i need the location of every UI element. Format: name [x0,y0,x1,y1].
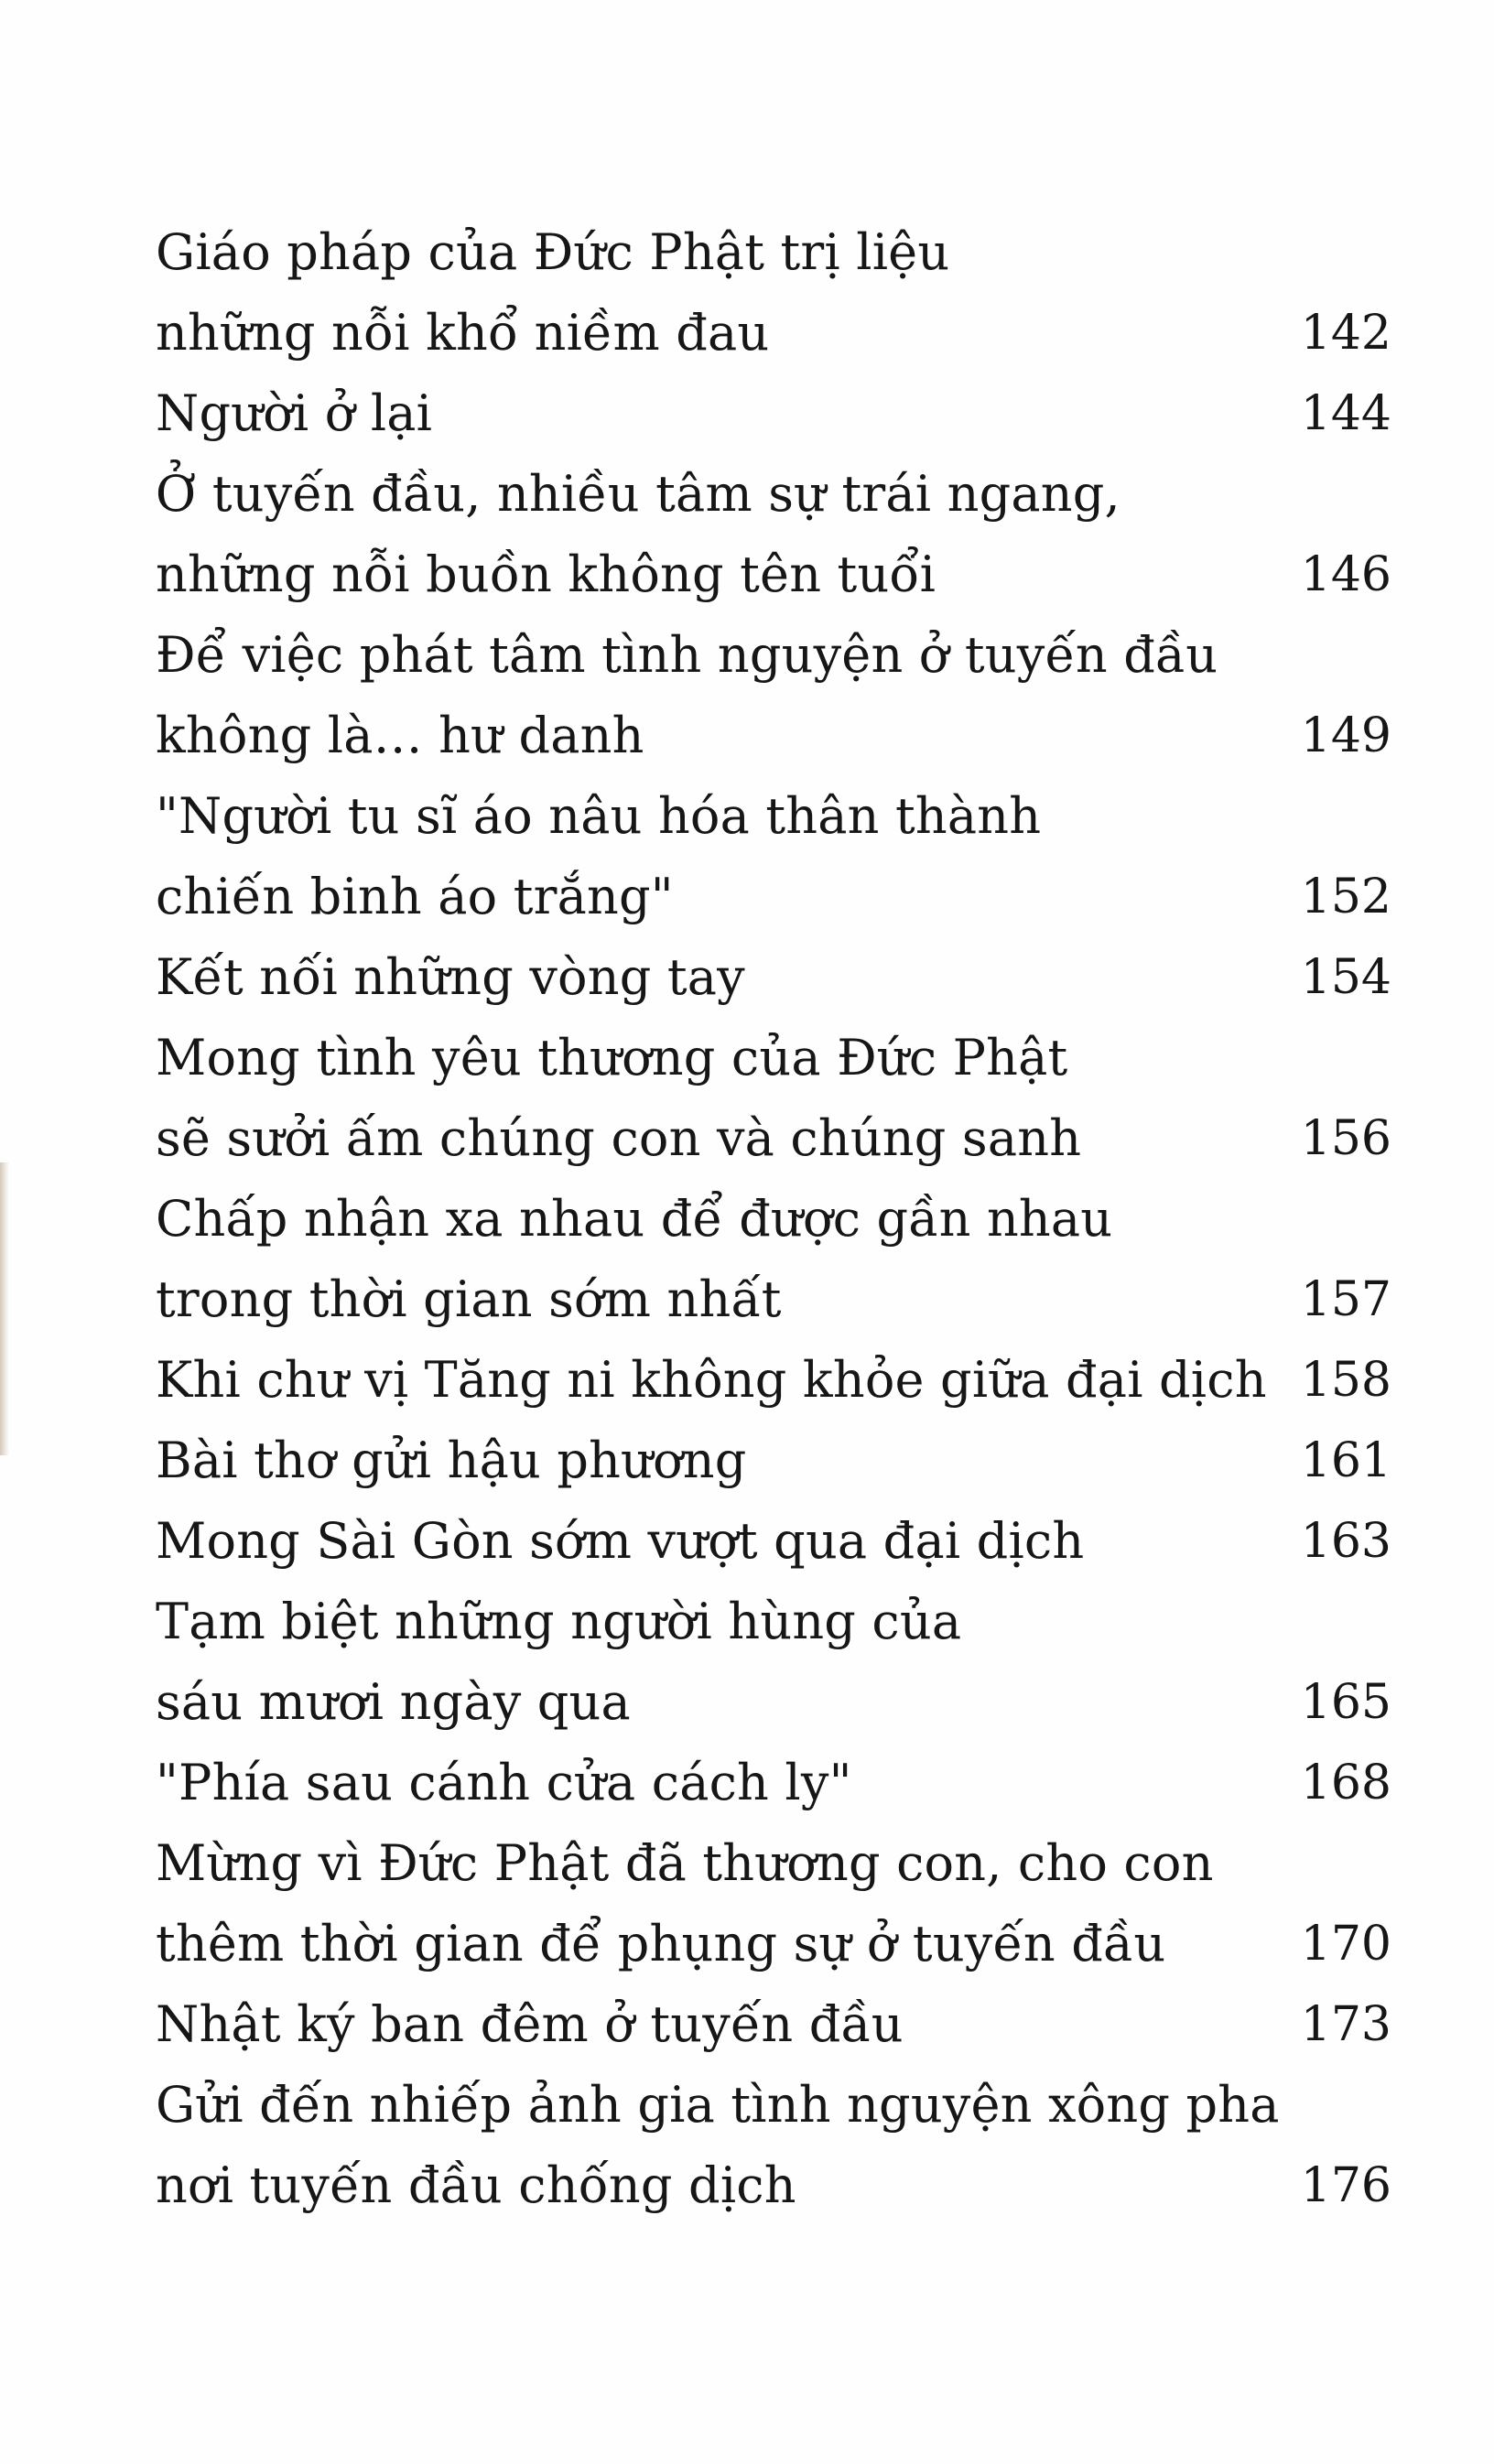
toc-entry-page-number: 157 [1300,1272,1391,1327]
toc-entry-title [156,212,1254,373]
toc-entry-title-line: "Người tu sĩ áo nâu hóa thân thành [156,787,1042,845]
toc-entry [156,373,1391,454]
toc-entry-title-line: Khi chư vị Tăng ni không khỏe giữa đại dịch [156,1351,1267,1409]
toc-entry-title [156,1018,1254,1179]
toc-entry [156,1340,1391,1421]
toc-entry-page-number: 152 [1300,870,1391,924]
toc-entry-page-number: 156 [1300,1111,1391,1166]
toc-entry-page-number: 176 [1300,2158,1391,2213]
toc-entry [156,1823,1391,1984]
toc-entry-title [156,776,1254,937]
toc-entry [156,1743,1391,1823]
toc-entry-title-line: sáu mươi ngày qua [156,1673,631,1731]
toc-entry-title-line: Tạm biệt những người hùng của [156,1593,962,1650]
toc-entry [156,1018,1391,1179]
toc-entry-title-line: sẽ sưởi ấm chúng con và chúng sanh [156,1109,1082,1167]
toc-entry-title [156,1340,1267,1421]
toc-entry-title [156,615,1254,776]
toc-entry-title-line: Chấp nhận xa nhau để được gần nhau [156,1190,1113,1248]
toc-entry-page-number: 161 [1300,1433,1391,1488]
toc-entry [156,1984,1391,2065]
toc-entry-title [156,373,1254,454]
toc-entry [156,615,1391,776]
toc-entry-title [156,1743,1254,1823]
toc-entry [156,2065,1391,2226]
toc-entry-title [156,1421,1254,1501]
toc-entry-title-line: Kết nối những vòng tay [156,948,745,1006]
toc-entry-page-number: 158 [1300,1353,1391,1408]
toc-entry-page-number: 168 [1300,1756,1391,1810]
toc-entry-title-line: những nỗi khổ niềm đau [156,304,770,362]
toc-entry-title-line: Người ở lại [156,384,433,442]
toc-entry-title-line: Bài thơ gửi hậu phương [156,1432,747,1489]
toc-entry-title-line: nơi tuyến đầu chống dịch [156,2156,796,2214]
table-of-contents [156,212,1391,2226]
toc-entry-title-line: Ở tuyến đầu, nhiều tâm sự trái ngang, [156,465,1120,523]
toc-entry [156,937,1391,1018]
toc-entry-page-number: 165 [1300,1675,1391,1730]
toc-entry-title-line: Giáo pháp của Đức Phật trị liệu [156,223,950,281]
toc-entry-title [156,1582,1254,1743]
toc-entry [156,1501,1391,1582]
toc-entry-title [156,1501,1254,1582]
toc-entry-title-line: Nhật ký ban đêm ở tuyến đầu [156,1995,904,2053]
toc-entry-title-line: chiến binh áo trắng" [156,868,674,925]
toc-entry-page-number: 163 [1300,1514,1391,1569]
toc-entry [156,1582,1391,1743]
toc-entry [156,1421,1391,1501]
toc-entry [156,776,1391,937]
toc-entry-page-number: 144 [1300,386,1391,441]
toc-entry-title-line: thêm thời gian để phụng sự ở tuyến đầu [156,1915,1166,1972]
toc-entry-title-line: Mong tình yêu thương của Đức Phật [156,1029,1068,1086]
toc-entry-title [156,2065,1280,2226]
page-edge-shadow [0,1162,9,1455]
toc-entry-title-line: trong thời gian sớm nhất [156,1270,782,1328]
toc-entry-title [156,1823,1254,1984]
toc-entry-page-number: 146 [1300,547,1391,602]
toc-entry-title-line: không là… hư danh [156,707,644,764]
toc-entry-title-line: những nỗi buồn không tên tuổi [156,546,936,603]
toc-entry-title-line: Mừng vì Đức Phật đã thương con, cho con [156,1834,1214,1892]
toc-entry-page-number: 173 [1300,1997,1391,2052]
toc-entry-title [156,1984,1254,2065]
toc-entry-page-number: 154 [1300,950,1391,1005]
toc-entry-title-line: "Phía sau cánh cửa cách ly" [156,1754,852,1811]
toc-entry-page-number: 170 [1300,1917,1391,1972]
toc-entry-title [156,1179,1254,1340]
toc-entry-title [156,937,1254,1018]
toc-entry-page-number: 142 [1300,306,1391,361]
toc-entry [156,212,1391,373]
toc-entry [156,454,1391,615]
toc-entry-page-number: 149 [1300,708,1391,763]
toc-entry-title-line: Để việc phát tâm tình nguyện ở tuyến đầu [156,626,1218,684]
toc-entry-title-line: Mong Sài Gòn sớm vượt qua đại dịch [156,1512,1085,1570]
toc-entry [156,1179,1391,1340]
toc-entry-title-line: Gửi đến nhiếp ảnh gia tình nguyện xông pha [156,2076,1280,2134]
toc-entry-title [156,454,1254,615]
